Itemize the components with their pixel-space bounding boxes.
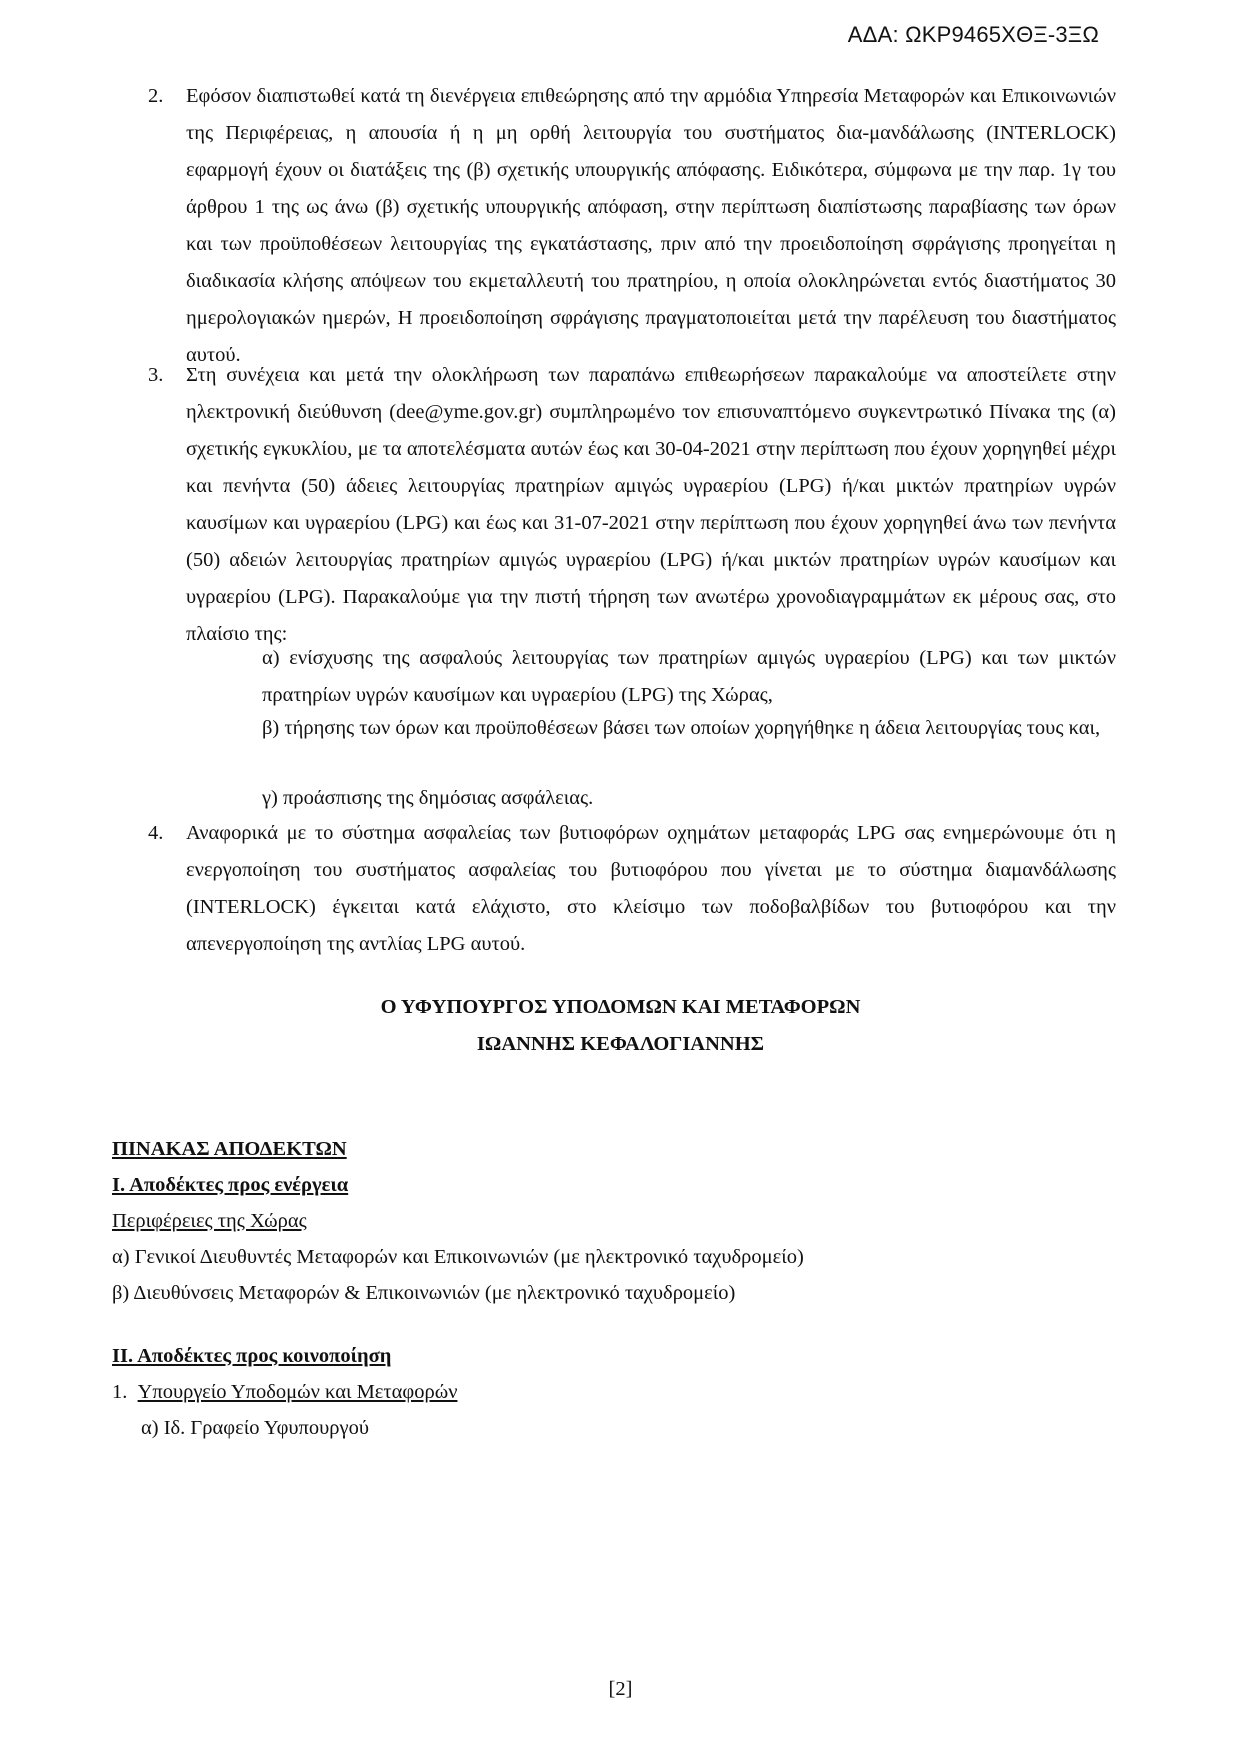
action-recipients-heading: Ι. Αποδέκτες προς ενέργεια: [112, 1174, 349, 1196]
recipients-heading: ΠΙΝΑΚΑΣ ΑΠΟΔΕΚΤΩΝ: [112, 1138, 347, 1160]
item-number: 2.: [148, 85, 164, 107]
signature-name: ΙΩΑΝΝΗΣ ΚΕΦΑΛΟΓΙΑΝΝΗΣ: [476, 1033, 765, 1055]
notify-ministry: Υπουργείο Υποδομών και Μεταφορών: [137, 1381, 458, 1403]
action-recipient-b: β) Διευθύνσεις Μεταφορών & Επικοινωνιών (με ηλεκτρονικό ταχυδρομείο): [112, 1282, 736, 1304]
item-text: Αναφορικά με το σύστημα ασφαλείας των βυτιοφόρων οχημάτων μεταφοράς LPG σας ενημερώνουμε ότι η ενεργοποίηση του συστήματος ασφαλείας του βυτιοφόρου που γίνεται με το σύστημα διαμανδάλωσης (INTERLOCK) έγκειται κατά ελάχιστο, στο κλείσιμο των ποδοβαλβίδων του βυτιοφόρου και την απενεργοποίηση της αντλίας LPG αυτού.: [186, 822, 1116, 955]
notify-recipients-heading: ΙΙ. Αποδέκτες προς κοινοποίηση: [112, 1345, 392, 1367]
signature-title: Ο ΥΦΥΠΟΥΡΓΟΣ ΥΠΟΔΟΜΩΝ ΚΑΙ ΜΕΤΑΦΟΡΩΝ: [380, 996, 861, 1018]
item-text: Στη συνέχεια και μετά την ολοκλήρωση των παραπάνω επιθεωρήσεων παρακαλούμε να αποστείλετε στην ηλεκτρονική διεύθυνση (dee@yme.gov.gr) συμπληρωμένο τον επισυναπτόμενο συγκεντρωτικό Πίνακα της (α) σχετικής εγκυκλίου, με τα αποτελέσματα αυτών έως και 30-04-2021 στην περίπτωση που έχουν χορηγηθεί μέχρι και πενήντα (50) άδειες λειτουργίας πρατηρίων αμιγώς υγραερίου (LPG) ή/και μικτών πρατηρίων υγρών καυσίμων και υγραερίου (LPG) και έως και 31-07-2021 στην περίπτωση που έχουν χορηγηθεί άνω των πενήντα (50) αδειών λειτουργίας πρατηρίων αμιγώς υγραερίου (LPG) ή/και μικτών πρατηρίων υγρών καυσίμων και υγραερίου (LPG). Παρακαλούμε για την πιστή τήρηση των ανωτέρω χρονοδιαγραμμάτων εκ μέρους σας, στο πλαίσιο της:: [186, 364, 1116, 645]
item-number: 4.: [148, 822, 164, 844]
action-recipient-a: α) Γενικοί Διευθυντές Μεταφορών και Επικοινωνιών (με ηλεκτρονικό ταχυδρομείο): [112, 1246, 804, 1268]
notify-recipient-1: [112, 1377, 457, 1407]
page-number: [2]: [608, 1678, 633, 1700]
notify-number: 1.: [112, 1381, 128, 1403]
item-number: 3.: [148, 364, 164, 386]
sub-item-c: γ) προάσπισης της δημόσιας ασφάλειας.: [262, 787, 594, 809]
notify-recipient-1a: α) Ιδ. Γραφείο Υφυπουργού: [141, 1417, 369, 1439]
regions-label: Περιφέρειες της Χώρας: [112, 1210, 307, 1232]
sub-item-b: β) τήρησης των όρων και προϋποθέσεων βάσει των οποίων χορηγήθηκε η άδεια λειτουργίας τους και,: [262, 717, 1101, 739]
item-text: Εφόσον διαπιστωθεί κατά τη διενέργεια επιθεώρησης από την αρμόδια Υπηρεσία Μεταφορών και Επικοινωνιών της Περιφέρειας, η απουσία ή η μη ορθή λειτουργία του συστήματος δια-μανδάλωσης (INTERLOCK) εφαρμογή έχουν οι διατάξεις της (β) σχετικής υπουργικής απόφασης. Ειδικότερα, σύμφωνα με την παρ. 1γ του άρθρου 1 της ως άνω (β) σχετικής υπουργικής απόφαση, στην περίπτωση διαπίστωσης παραβίασης των όρων και των προϋποθέσεων λειτουργίας της εγκατάστασης, πριν από την προειδοποίηση σφράγισης προηγείται η διαδικασία κλήσης απόψεων του εκμεταλλευτή του πρατηρίου, η οποία ολοκληρώνεται εντός διαστήματος 30 ημερολογιακών ημερών, Η προειδοποίηση σφράγισης πραγματοποιείται μετά την παρέλευση του διαστήματος αυτού.: [186, 85, 1116, 366]
ada-code: ΑΔΑ: ΩΚΡ9465ΧΘΞ-3ΞΩ: [847, 22, 1099, 47]
sub-item-a: α) ενίσχυσης της ασφαλούς λειτουργίας των πρατηρίων αμιγώς υγραερίου (LPG) και των μικτών πρατηρίων υγρών καυσίμων και υγραερίου (LPG) της Χώρας,: [262, 647, 1116, 706]
